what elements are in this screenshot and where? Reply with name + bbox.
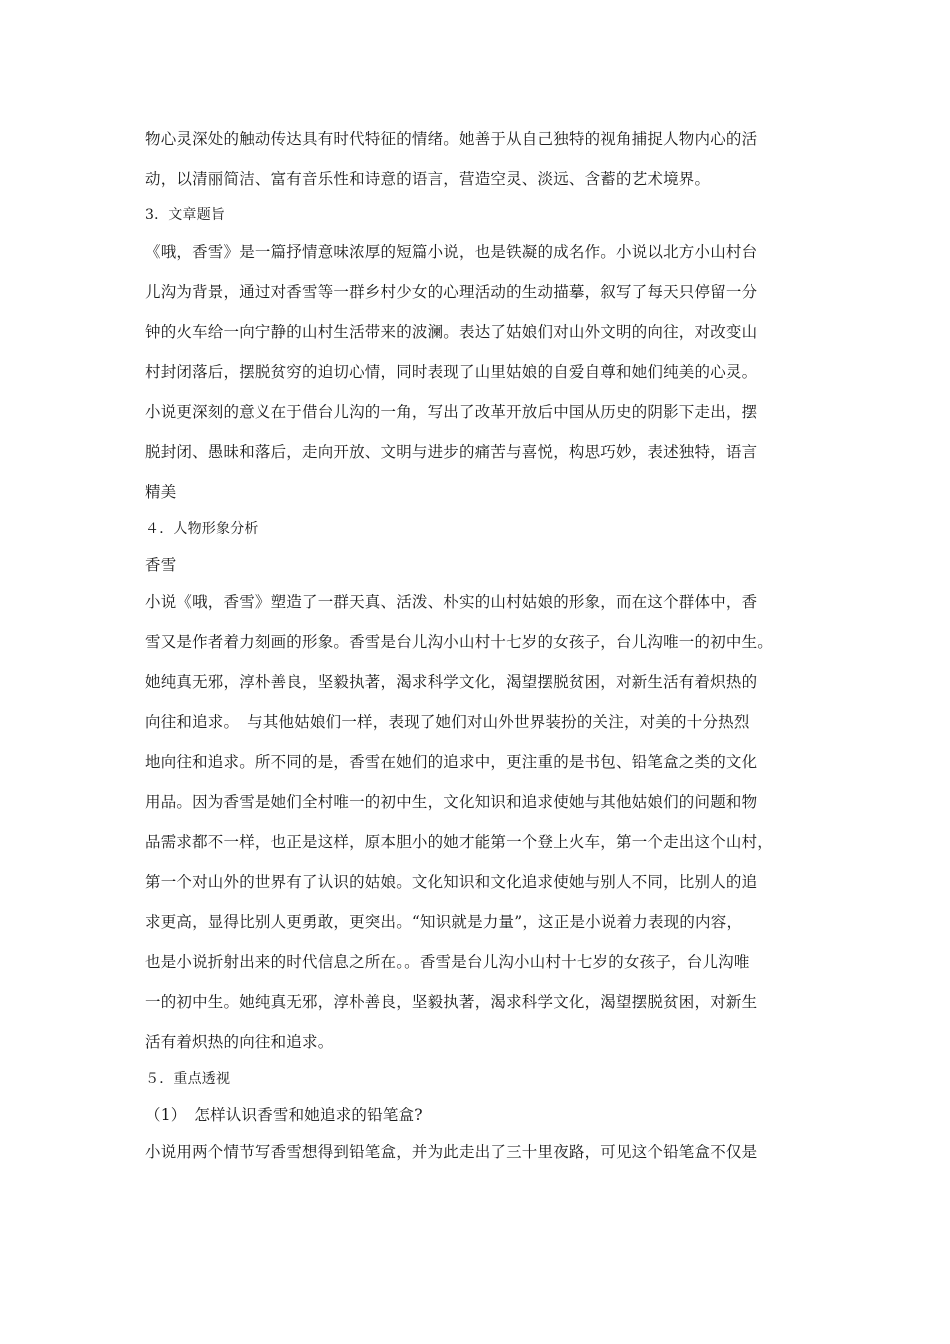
section-heading: 3．文章题旨 <box>145 207 226 223</box>
body-text-line: 也是小说折射出来的时代信息之所在。。香雪是台儿沟小山村十七岁的女孩子，台儿沟唯 <box>145 953 750 971</box>
section-heading: ５．重点透视 <box>145 1071 231 1087</box>
body-text-line: 精美 <box>145 483 177 501</box>
section-heading: ４．人物形象分析 <box>145 521 259 537</box>
subheading: 香雪 <box>145 556 177 574</box>
body-text-line: 小说更深刻的意义在于借台儿沟的一角，写出了改革开放后中国从历史的阴影下走出，摆 <box>145 403 758 421</box>
body-text-line: 《哦，香雪》是一篇抒情意味浓厚的短篇小说，也是铁凝的成名作。小说以北方小山村台 <box>145 243 758 261</box>
body-text-line: 用品。因为香雪是她们全村唯一的初中生，文化知识和追求使她与其他姑娘们的问题和物 <box>145 793 758 811</box>
body-text-line: 脱封闭、愚昧和落后，走向开放、文明与进步的痛苦与喜悦，构思巧妙，表述独特，语言 <box>145 443 758 461</box>
body-text-line: 求更高，显得比别人更勇敢，更突出。“知识就是力量”，这正是小说着力表现的内容， <box>145 913 743 931</box>
body-text-line: 物心灵深处的触动传达具有时代特征的情绪。她善于从自己独特的视角捕捉人物内心的活 <box>145 130 758 148</box>
body-text-line: 向往和追求。 与其他姑娘们一样，表现了她们对山外世界装扮的关注，对美的十分热烈 <box>145 713 750 731</box>
body-text-line: 小说《哦，香雪》塑造了一群天真、活泼、朴实的山村姑娘的形象，而在这个群体中，香 <box>145 593 758 611</box>
body-text-line: 儿沟为背景，通过对香雪等一群乡村少女的心理活动的生动描摹，叙写了每天只停留一分 <box>145 283 758 301</box>
body-text-line: 雪又是作者着力刻画的形象。香雪是台儿沟小山村十七岁的女孩子，台儿沟唯一的初中生。 <box>145 633 774 651</box>
body-text-line: 小说用两个情节写香雪想得到铅笔盒，并为此走出了三十里夜路，可见这个铅笔盒不仅是 <box>145 1143 758 1161</box>
question-heading: （1） 怎样认识香雪和她追求的铅笔盒? <box>145 1106 423 1124</box>
body-text-line: 品需求都不一样，也正是这样，原本胆小的她才能第一个登上火车，第一个走出这个山村， <box>145 833 774 851</box>
body-text-line: 一的初中生。她纯真无邪，淳朴善良，坚毅执著，渴求科学文化，渴望摆脱贫困，对新生 <box>145 993 758 1011</box>
body-text-line: 村封闭落后，摆脱贫穷的迫切心情，同时表现了山里姑娘的自爱自尊和她们纯美的心灵。 <box>145 363 758 381</box>
body-text-line: 动，以清丽简洁、富有音乐性和诗意的语言，营造空灵、淡远、含蓄的艺术境界。 <box>145 170 711 188</box>
body-text-line: 钟的火车给一向宁静的山村生活带来的波澜。表达了姑娘们对山外文明的向往，对改变山 <box>145 323 758 341</box>
body-text-line: 地向往和追求。所不同的是，香雪在她们的追求中，更注重的是书包、铅笔盒之类的文化 <box>145 753 758 771</box>
body-text-line: 活有着炽热的向往和追求。 <box>145 1033 334 1051</box>
body-text-line: 她纯真无邪，淳朴善良，坚毅执著，渴求科学文化，渴望摆脱贫困，对新生活有着炽热的 <box>145 673 758 691</box>
body-text-line: 第一个对山外的世界有了认识的姑娘。文化知识和文化追求使她与别人不同，比别人的追 <box>145 873 758 891</box>
